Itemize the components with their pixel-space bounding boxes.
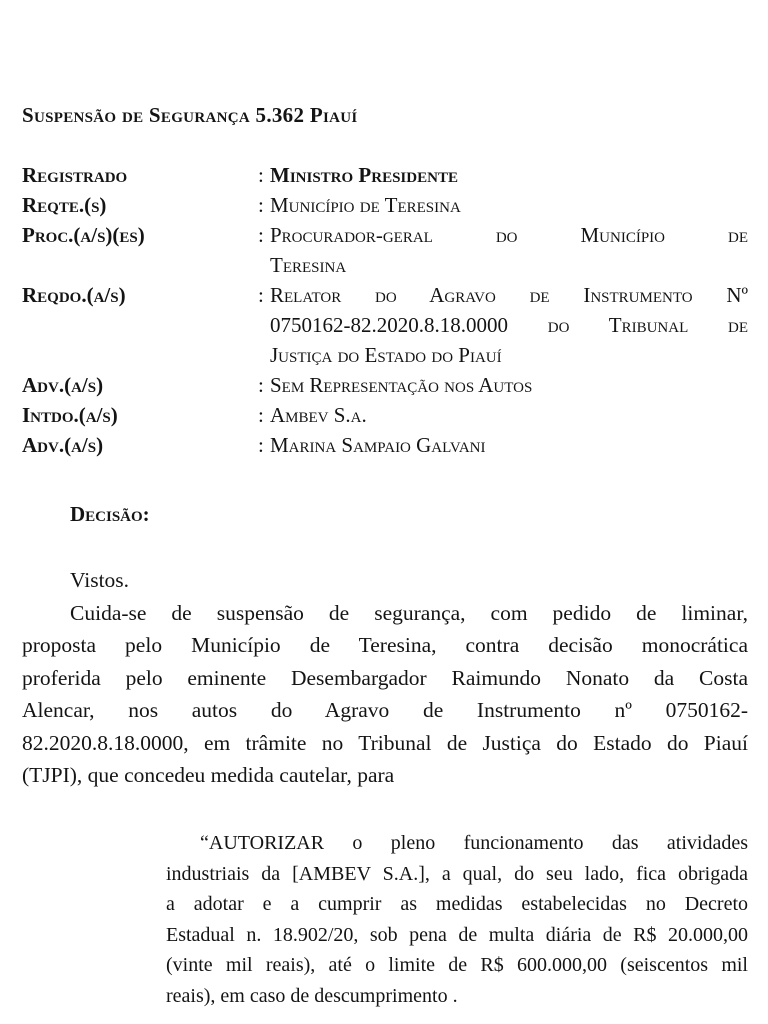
section-heading: Decisão: [70,502,150,526]
party-label: Adv.(a/s) [22,373,104,397]
party-colon: : [258,373,264,397]
party-label: Registrado [22,163,128,187]
party-colon: : [258,403,264,427]
party-colon: : [258,223,264,247]
quote-line: reais), em caso de descumprimento . [166,984,458,1007]
party-row-reqdo [22,280,748,370]
body-line: proposta pelo Município de Teresina, contra decisão monocrática [22,633,748,657]
quote-line: (vinte mil reais), até o limite de R$ 600.000,00 (seiscentos mil [166,954,748,976]
party-colon: : [258,193,264,217]
party-row-reqte [22,190,748,220]
party-value-line: Município de Teresina [270,193,461,217]
party-value-line: Ambev S.a. [270,403,367,427]
party-row-registrado [22,160,748,190]
party-value-line: 0750162-82.2020.8.18.0000 do Tribunal de [270,313,748,337]
block-quote [166,828,748,1011]
body-line: Vistos. [70,568,130,592]
body-line: Alencar, nos autos do Agravo de Instrumento nº 0750162- [22,698,748,722]
party-value [270,400,748,430]
party-label: Intdo.(a/s) [22,403,118,427]
party-label: Adv.(a/s) [22,433,104,457]
party-row-adv-1 [22,370,748,400]
quote-line: Estadual n. 18.902/20, sob pena de multa diária de R$ 20.000,00 [166,923,748,946]
party-label: Reqdo.(a/s) [22,283,126,307]
party-row-intdo [22,400,748,430]
quote-line: industriais da [AMBEV S.A.], a qual, do seu lado, fica obrigada [166,862,748,885]
party-colon: : [258,433,264,457]
parties-table [22,160,748,460]
party-colon: : [258,163,264,187]
body-line: 82.2020.8.18.0000, em trâmite no Tribunal de Justiça do Estado do Piauí [22,730,748,755]
quote-line: a adotar e a cumprir as medidas estabelecidas no Decreto [166,893,748,915]
party-value-line: Relator do Agravo de Instrumento Nº [270,283,748,307]
party-value-line: Teresina [270,253,347,277]
party-label: Reqte.(s) [22,193,107,217]
party-label: Proc.(a/s)(es) [22,223,145,247]
party-value [270,430,748,460]
party-value [270,280,748,370]
party-value [270,370,748,400]
party-value-line: Justiça do Estado do Piauí [270,343,502,367]
body-line: (TJPI), que concedeu medida cautelar, para [22,763,395,787]
party-row-adv-2 [22,430,748,460]
party-row-proc [22,220,748,280]
body-line: Cuida-se de suspensão de segurança, com pedido de liminar, [70,600,748,625]
party-value [270,220,748,280]
party-colon: : [258,283,264,307]
party-value [270,190,748,220]
party-value [270,160,748,190]
body-text [22,564,748,792]
quote-line: “AUTORIZAR o pleno funcionamento das atividades [200,832,748,854]
party-value-line: Sem Representação nos Autos [270,373,533,397]
document-title: Suspensão de Segurança 5.362 Piauí [22,103,358,127]
body-line: proferida pelo eminente Desembargador Raimundo Nonato da Costa [22,665,748,690]
party-value-line: Marina Sampaio Galvani [270,433,486,457]
party-value-line: Ministro Presidente [270,163,458,187]
party-value-line: Procurador-geral do Município de [270,223,748,247]
